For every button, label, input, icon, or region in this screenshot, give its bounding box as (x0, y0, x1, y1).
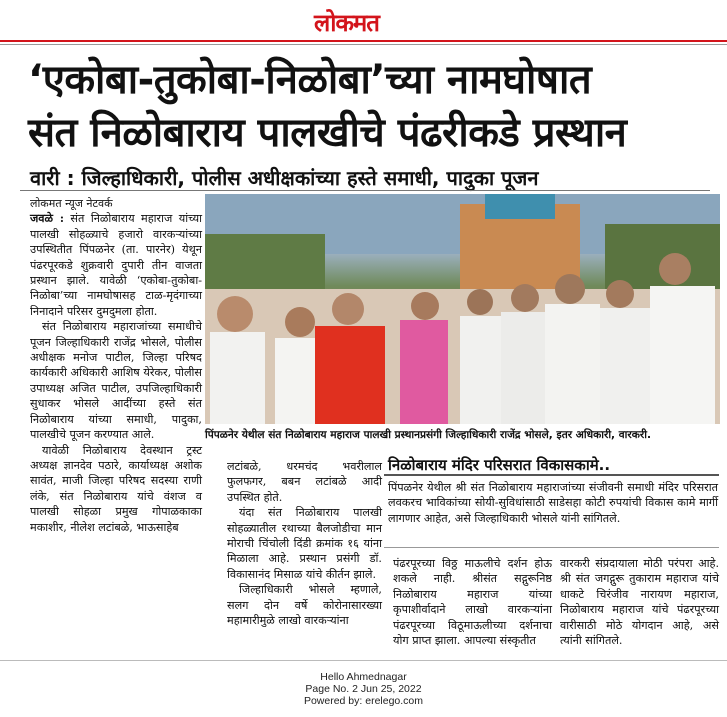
article-paragraph-3: यावेळी निळोबाराय देवस्थान ट्रस्ट अध्यक्ष ज्ञानदेव पठारे, कार्याध्यक्ष अशोक सावंत, माजी जिल्हा परिषद सदस्या राणी लंके, संत निळोबाराय यांचे वंशज व पालखी सोहळा प्रमुख गोपाळकाका मकाशीर, नीलेश लटांबळे, भाऊसाहेब (30, 443, 202, 534)
footer (0, 671, 727, 707)
article-paragraph-7: पंढरपूरच्या विठ्ठ माऊलीचे दर्शन होऊ शकले नाही. श्रीसंत सद्गुरूनिष्ठ निळोबाराय महाराज यांच्या कृपाशीर्वादाने लाखो वारकऱ्यांना पंढरपूरच्या विठूमाऊलीच्या दर्शनाचा योग प्राप्त झाला. आपल्या संस्कृतीत (393, 557, 552, 648)
article-paragraph-1 (30, 211, 202, 319)
byline: लोकमत न्यूज नेटवर्क (30, 197, 113, 210)
photo-illustration (205, 194, 720, 424)
headline-line-2: संत निळोबाराय पालखीचे पंढरीकडे प्रस्थान (28, 110, 627, 156)
sidebar-title-rule (384, 474, 719, 476)
sidebar-text: पिंपळनेर येथील श्री संत निळोबाराय महाराजांच्या संजीवनी समाधी मंदिर परिसरात लवकरच भाविकांच्या सोयी-सुविधांसाठी साडेसहा कोटी रुपयांची विकास कामे मार्गी लागणार आहेत, असे जिल्हाधिकारी भोसले यांनी सांगितले. (388, 481, 718, 525)
article-paragraph-8: वारकरी संप्रदायाला मोठी परंपरा आहे. श्री संत जगद्गुरू तुकाराम महाराज यांचे धाकटे चिरंजीव नारायण महाराज, निळोबाराय महाराज यांचे पंढरपूरच्या वारीसाठी मोठे योगदान आहे, असे त्यांनी सांगितले. (560, 557, 719, 648)
article-column-2 (227, 459, 382, 628)
masthead (0, 0, 727, 40)
article-column-1 (30, 196, 202, 535)
footer-powered-by[interactable]: Powered by: erelego.com (303, 695, 424, 707)
article-paragraph-6: जिल्हाधिकारी भोसले म्हणाले, सलग दोन वर्षे कोरोनासारख्या महामारीमुळे लाखो वारकऱ्यांना (227, 583, 382, 628)
article-column-4 (560, 556, 719, 648)
footer-page-date: Page No. 2 Jun 25, 2022 (305, 683, 422, 695)
sidebar-title: निळोबाराय मंदिर परिसरात विकासकामे.. (388, 456, 611, 474)
article-paragraph-5: यंदा संत निळोबाराय पालखी सोहळ्यातील रथाच्या बैलजोडीचा मान मोराची चिंचोली दिंडी क्रमांक १६ यांना मिळाला आहे. प्रस्थान प्रसंगी डॉ. विकासानंद मिसाळ यांचे कीर्तन झाले. (227, 506, 382, 581)
headline-line-1: ‘एकोबा-तुकोबा-निळोबा’च्या नामघोषात (28, 57, 592, 103)
footer-edition: Hello Ahmednagar (320, 671, 407, 683)
subheadline: वारी : जिल्हाधिकारी, पोलीस अधीक्षकांच्या हस्ते समाधी, पादुका पूजन (30, 166, 539, 190)
article-paragraph-2: संत निळोबाराय महाराजांच्या समाधीचे पूजन जिल्हाधिकारी राजेंद्र भोसले, पोलीस अधीक्षक मनोज पाटील, जिल्हा परिषद कार्यकारी अधिकारी आशिष येरेकर, पोलीस उपाध्यक्ष अजित पाटील, उपजिल्हाधिकारी सुधाकर भोसले आदींच्या हस्ते संत निळोबाराय यांच्या समाधी, पादुका, पालखीचे पूजन करण्यात आले. (30, 320, 202, 442)
dateline: जवळे : (30, 211, 64, 226)
masthead-rule-thin (0, 44, 727, 45)
article-paragraph-4: लटांबळे, धरमचंद भवरीलाल फुलफगर, बबन लटांबळे आदी उपस्थित होते. (227, 460, 382, 504)
article-column-3 (393, 556, 552, 648)
procession-photo (205, 194, 720, 424)
subheadline-rule (20, 190, 710, 191)
lokmat-logo[interactable]: लोकमत (314, 8, 379, 37)
paragraph-text: संत निळोबाराय महाराज यांच्या पालखी सोहळ्याचे हजारो वारकऱ्यांच्या उपस्थितीत पिंपळनेर (ता. पारनेर) येथून पंढरपूरकडे शुक्रवारी दुपारी तीन वाजता प्रस्थान झाले. यावेळी ‘एकोबा-तुकोबा-निळोबा’च्या नामघोषासह टाळ-मृदंगाच्या निनादाने परिसर दुमदुमला होता. (30, 212, 202, 318)
masthead-rule (0, 40, 727, 42)
footer-rule (0, 660, 727, 661)
photo-caption: पिंपळनेर येथील संत निळोबाराय महाराज पालखी प्रस्थानप्रसंगी जिल्हाधिकारी राजेंद्र भोसले, इतर अधिकारी, वारकरी. (205, 429, 651, 441)
sidebar-bottom-rule (384, 547, 719, 548)
